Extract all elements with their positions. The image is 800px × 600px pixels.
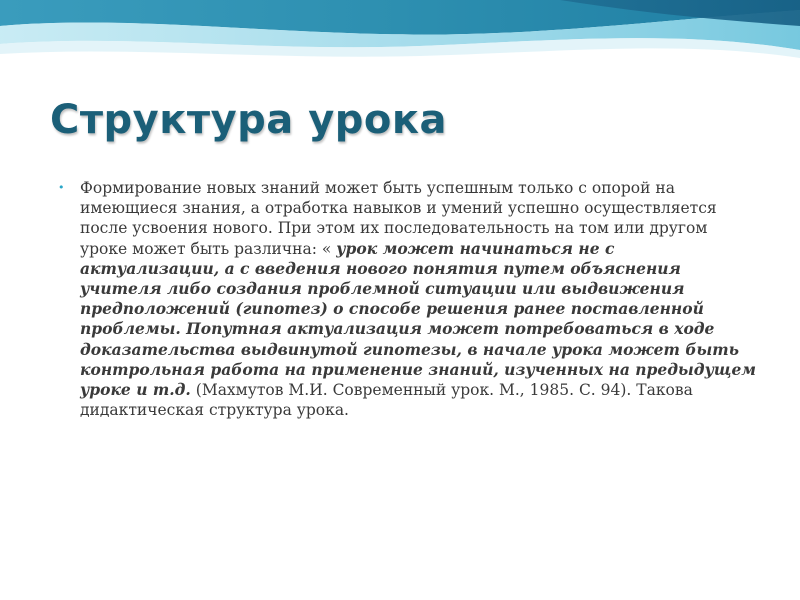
bullet-dot-icon: •: [58, 181, 65, 194]
slide-title: Структура урока: [50, 97, 448, 143]
body-intro-text: Формирование новых знаний может быть успешным только с опорой на имеющиеся знания, а отработка навыков и умений успешно осуществляется после усвоения нового. При этом их последовательность на том или другом уроке может быть различна: «: [80, 179, 717, 258]
body-paragraph: [58, 178, 758, 420]
body-citation-text: (Махмутов М.И. Современный урок. М., 1985. С. 94). Такова дидактическая структура урока.: [80, 381, 693, 420]
bullet-item: [58, 178, 758, 420]
body-emphasis-quote: урок может начинаться не с актуализации, а с введения нового понятия путем объяснения учителя либо создания проблемной ситуации или выдвижения предположений (гипотез) о способе решения ранее поставленной проблемы. Попутная актуализация может потребоваться в ходе доказательства выдвинутой гипотезы, в начале урока может быть контрольная работа на применение знаний, изученных на предыдущем уроке и т.д.: [80, 238, 757, 400]
